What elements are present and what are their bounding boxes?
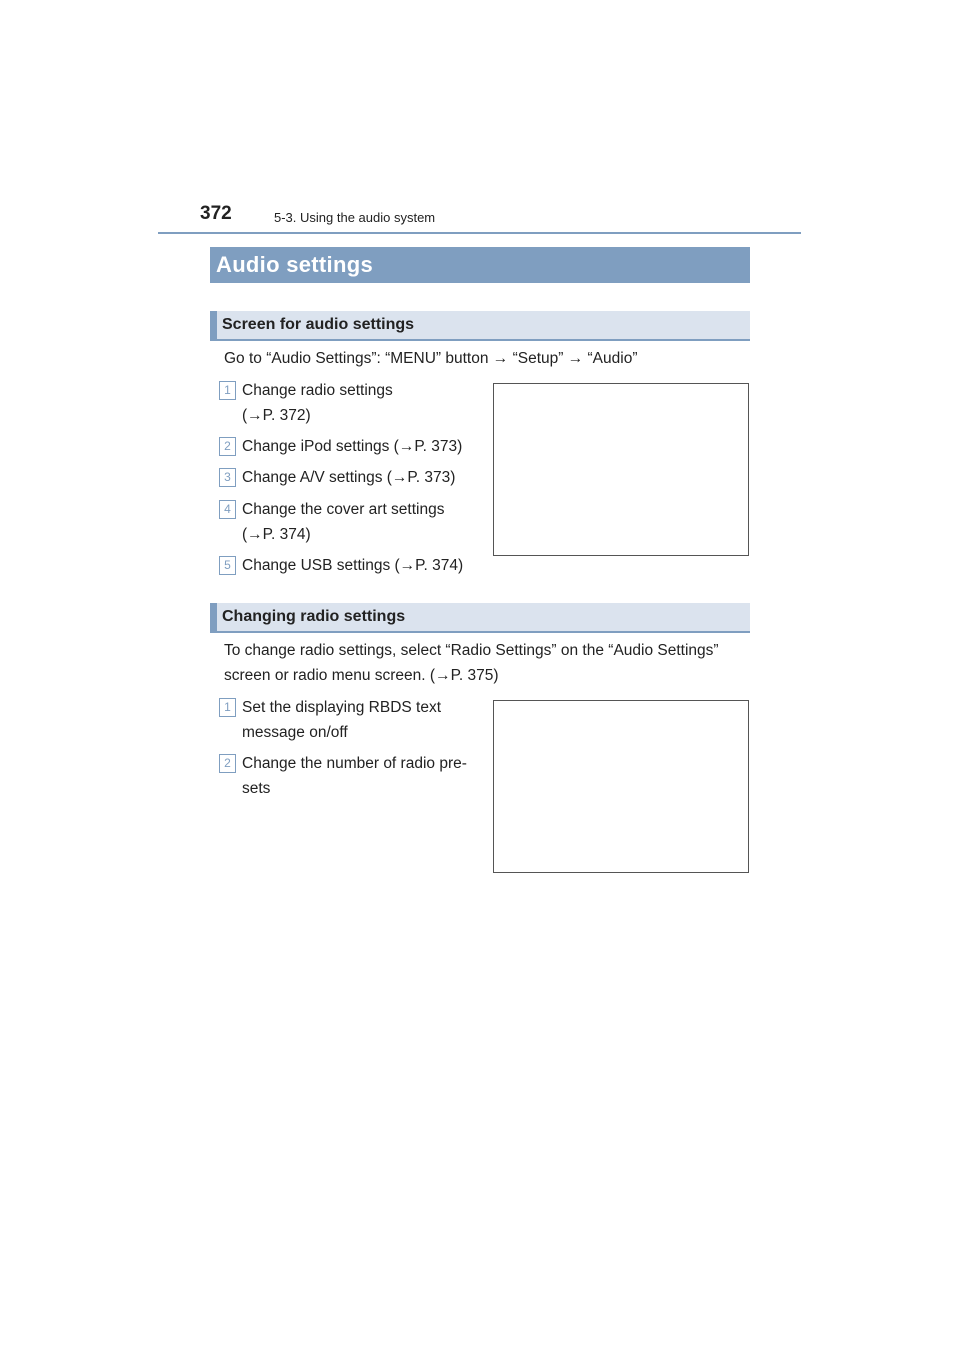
list-item (219, 751, 481, 801)
intro-line: screen or radio menu screen. (→P. 375) (224, 667, 499, 684)
section-heading-radio: Changing radio settings (210, 603, 750, 633)
item-text: Change iPod settings (→P. 373) (242, 438, 463, 455)
list-item (219, 695, 481, 745)
callout-number: 3 (219, 468, 236, 487)
callout-number: 2 (219, 754, 236, 773)
item-text: Change the cover art settings (242, 501, 445, 518)
list-item (219, 497, 481, 547)
item-text: Change radio settings (242, 382, 393, 399)
item-text: Set the displaying RBDS text (242, 699, 442, 716)
chapter-title: 5-3. Using the audio system (274, 210, 436, 225)
item-text: sets (242, 780, 271, 797)
list-item (219, 553, 481, 578)
item-text: Change USB settings (→P. 374) (242, 557, 464, 574)
list-item (219, 434, 481, 459)
callout-number: 5 (219, 556, 236, 575)
section1-intro: Go to “Audio Settings”: “MENU” button → “Setup” → “Audio” (224, 350, 638, 367)
page-number: 372 (200, 203, 232, 224)
page-title: Audio settings (210, 247, 750, 283)
intro-line: To change radio settings, select “Radio Settings” on the “Audio Settings” (224, 642, 719, 659)
callout-number: 2 (219, 437, 236, 456)
screen-illustration (493, 383, 749, 556)
section2-intro (224, 638, 748, 688)
callout-number: 1 (219, 381, 236, 400)
item-text: Change A/V settings (→P. 373) (242, 469, 456, 486)
item-text: message on/off (242, 724, 348, 741)
list-item (219, 378, 481, 428)
item-link[interactable]: (→P. 374) (242, 526, 311, 543)
callout-number: 1 (219, 698, 236, 717)
section-heading-screen: Screen for audio settings (210, 311, 750, 341)
item-text: Change the number of radio pre- (242, 755, 467, 772)
screen-illustration (493, 700, 749, 873)
item-link[interactable]: (→P. 372) (242, 407, 311, 424)
callout-number: 4 (219, 500, 236, 519)
header-rule (158, 232, 801, 234)
list-item (219, 465, 481, 490)
